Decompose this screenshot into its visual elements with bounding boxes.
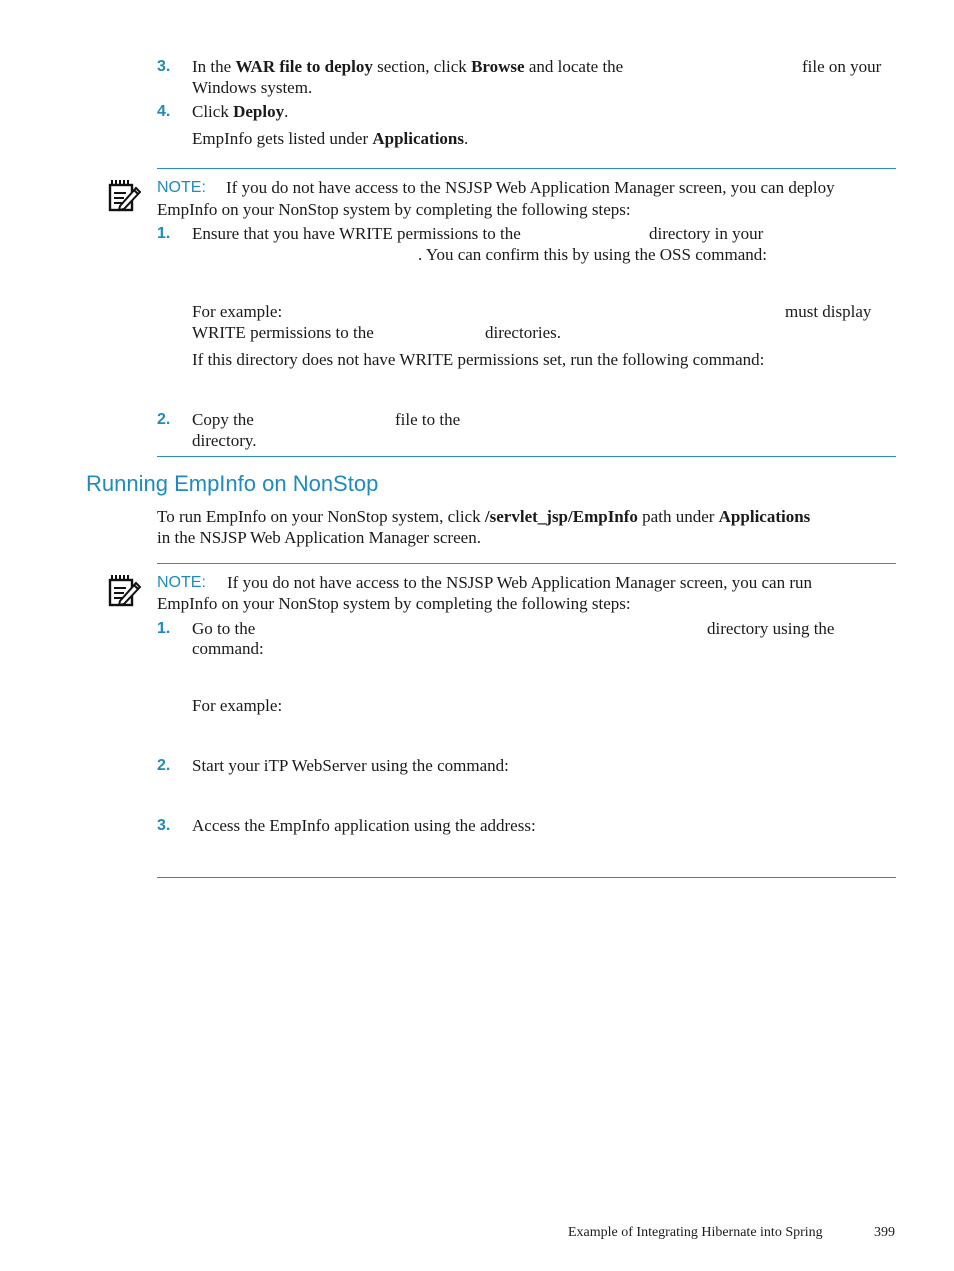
step-text: file to the [395,410,461,429]
step-result [192,128,468,149]
example-label: For example: [192,696,283,715]
note-text: If you do not have access to the NSJSP Web Application Manager screen, you can deploy [226,178,835,197]
step-text: Start your iTP WebServer using the command: [192,756,509,775]
step-text [192,101,288,122]
step-text-line2: directory. [192,431,257,450]
note-label: NOTE: [157,574,206,591]
section-heading: Running EmpInfo on NonStop [86,471,379,496]
step-number: 2. [157,757,171,774]
note-top-rule [157,563,896,564]
bold-text: /servlet_jsp/EmpInfo [484,507,638,526]
note-bottom-rule [157,877,896,878]
text-run: . [464,129,469,148]
note-label: NOTE: [157,179,206,196]
step-text: Ensure that you have WRITE permissions to the [192,224,521,243]
note-text-line2: EmpInfo on your NonStop system by completing the following steps: [157,200,631,219]
step-text: directory using the [707,619,835,638]
step-number: 2. [157,411,171,428]
step-number: 3. [157,58,171,75]
text-run: Click [192,102,234,121]
step-text: Go to the [192,619,256,638]
text-run: To run EmpInfo on your NonStop system, click [157,507,485,526]
text-run: and locate the [524,57,624,76]
example-text: directories. [485,323,561,342]
note-pencil-icon [107,574,141,608]
note-bottom-rule [157,456,896,457]
note-text-line2: EmpInfo on your NonStop system by completing the following steps: [157,594,631,613]
example-text: WRITE permissions to the [192,323,374,342]
footer-title: Example of Integrating Hibernate into Spring [568,1225,823,1240]
step-number: 3. [157,817,171,834]
bold-text: WAR file to deploy [235,57,373,76]
step-number: 4. [157,103,171,120]
example-label: For example: [192,302,283,321]
bold-text: Applications [718,507,811,526]
text-run: In the [192,57,236,76]
page-number: 399 [874,1225,895,1240]
step-text: Access the EmpInfo application using the address: [192,816,536,835]
text-run: EmpInfo gets listed under [192,129,373,148]
step-text-tail: file on your [802,57,882,76]
step-text: Copy the [192,410,254,429]
note-paragraph: If this directory does not have WRITE permissions set, run the following command: [192,350,765,369]
text-run: section, click [372,57,472,76]
text-run: path under [637,507,719,526]
step-number: 1. [157,620,171,637]
section-paragraph-line2: in the NSJSP Web Application Manager screen. [157,528,481,547]
example-tail: must display [785,302,872,321]
bold-text: Applications [372,129,464,148]
note-pencil-icon [107,179,141,213]
step-text [192,56,623,77]
step-number: 1. [157,225,171,242]
section-paragraph [157,506,810,527]
bold-text: Deploy [233,102,285,121]
bold-text: Browse [471,57,525,76]
step-text-line2: . You can confirm this by using the OSS command: [418,245,767,264]
step-text-line2: command: [192,639,264,658]
note-text: If you do not have access to the NSJSP Web Application Manager screen, you can run [227,573,812,592]
step-text: directory in your [649,224,764,243]
note-top-rule [157,168,896,169]
text-run: . [284,102,289,121]
step-text-line2: Windows system. [192,78,313,97]
